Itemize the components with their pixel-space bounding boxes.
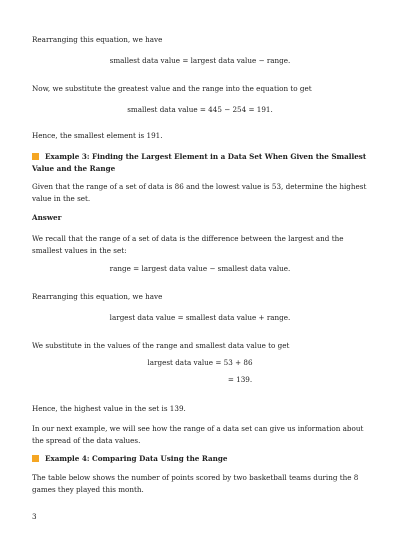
example-4-title: Example 4: Comparing Data Using the Range (45, 454, 228, 463)
equation-smallest-result: smallest data value = 445 − 254 = 191. (127, 105, 273, 114)
hence-smallest-text: Hence, the smallest element is 191. (32, 131, 163, 140)
equation-largest-from-smallest: largest data value = smallest data value + range. (109, 313, 291, 322)
substitute-text-2: We substitute in the values of the range and smallest data value to get (32, 341, 290, 350)
recall-range-text: We recall that the range of a set of data is the difference between the largest and the smallest values in the set: (32, 234, 344, 255)
substitute-text-1: Now, we substitute the greatest value and the range into the equation to get (32, 84, 312, 93)
example-3-title: Example 3: Finding the Largest Element in a Data Set When Given the Smallest Value and the Range (32, 152, 367, 173)
square-bullet-icon (32, 455, 39, 462)
page-number: 3 (32, 512, 37, 521)
example-3-question: Given that the range of a set of data is 86 and the lowest value is 53, determine the highest value in the set. (32, 182, 367, 203)
rearranging-text-1: Rearranging this equation, we have (32, 35, 163, 44)
square-bullet-icon (32, 153, 39, 160)
equation-largest-result: = 139. (227, 375, 253, 384)
answer-label: Answer (32, 213, 62, 222)
example-3-heading (32, 151, 372, 174)
example-4-intro: The table below shows the number of points scored by two basketball teams during the 8 games they played this month. (32, 473, 359, 494)
hence-highest-text: Hence, the highest value in the set is 139. (32, 404, 186, 413)
equation-smallest-from-largest: smallest data value = largest data value − range. (109, 56, 291, 65)
rearranging-text-2: Rearranging this equation, we have (32, 292, 163, 301)
equation-range-definition: range = largest data value − smallest data value. (109, 264, 291, 273)
equation-largest-substitution: largest data value = 53 + 86 (147, 358, 253, 367)
example-4-heading (32, 453, 372, 465)
next-example-text: In our next example, we will see how the range of a data set can give us information about the spread of the data values. (32, 424, 364, 445)
